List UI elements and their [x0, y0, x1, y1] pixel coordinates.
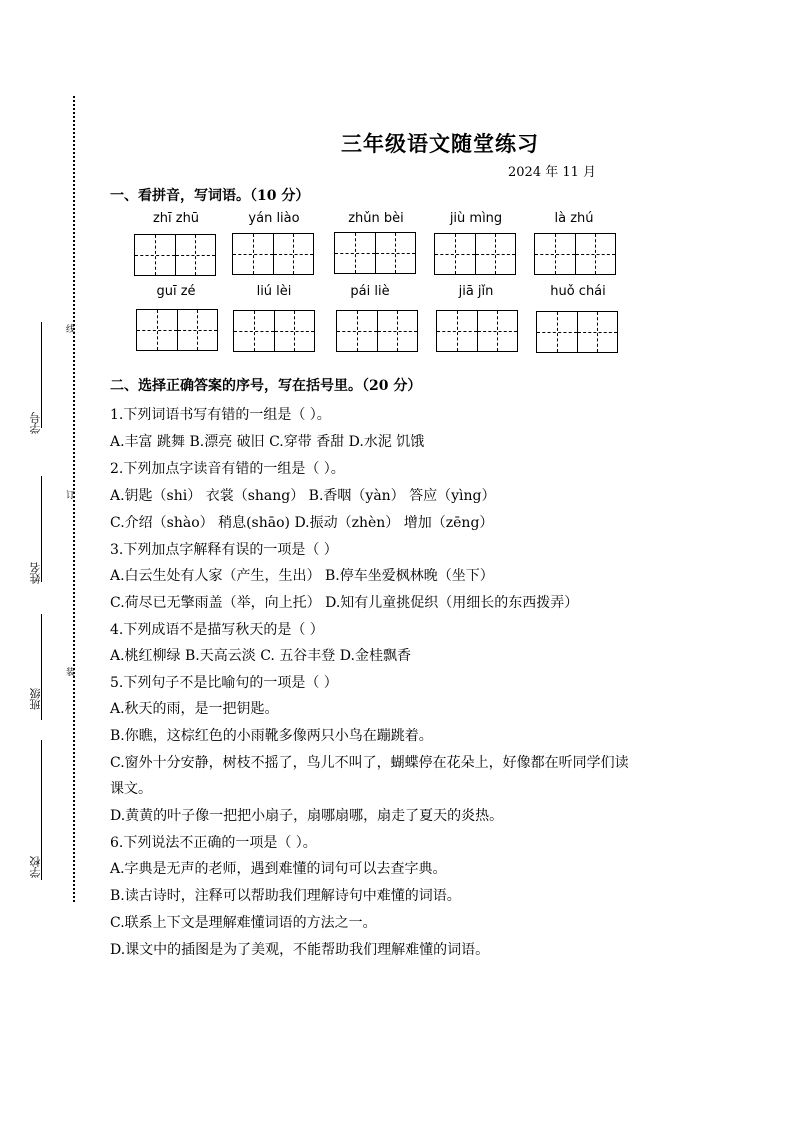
- margin-mark-line: 线: [66, 325, 76, 335]
- writing-grid[interactable]: [334, 232, 416, 274]
- pinyin-6: guī zé: [156, 284, 196, 299]
- writing-grid[interactable]: [436, 310, 518, 352]
- question-6-option-b: B.读古诗时，注释可以帮助我们理解诗句中难懂的词语。: [110, 888, 461, 904]
- pinyin-2: yán liào: [248, 211, 300, 226]
- question-2-options-cd: C.介绍（shào） 稍息(shāo) D.振动（zhèn） 增加（zēng）: [110, 515, 494, 531]
- pinyin-1: zhī zhū: [152, 211, 200, 226]
- section-2-heading: 二、选择正确答案的序号，写在括号里。（20 分）: [110, 378, 422, 394]
- writing-grid[interactable]: [136, 309, 218, 351]
- pinyin-4: jiù mìng: [449, 211, 503, 226]
- question-5-option-d: D.黄黄的叶子像一把把小扇子，扇哪扇哪，扇走了夏天的炎热。: [110, 808, 504, 824]
- pinyin-9: jiā jǐn: [458, 284, 494, 299]
- question-5-option-a: A.秋天的雨，是一把钥匙。: [110, 701, 279, 717]
- question-4: 4.下列成语不是描写秋天的是（ ）: [110, 622, 324, 638]
- writing-grid[interactable]: [134, 234, 216, 276]
- name-label: 姓名: [29, 562, 42, 584]
- question-6: 6.下列说法不正确的一项是（ ）。: [110, 835, 317, 851]
- page-title: 三年级语文随堂练习: [341, 131, 539, 156]
- question-1: 1.下列词语书写有错的一组是（ ）。: [110, 407, 331, 423]
- student-id-label: 学号: [29, 412, 42, 434]
- writing-grid[interactable]: [336, 310, 418, 352]
- question-1-options: A.丰富 跳舞 B.漂亮 破旧 C.穿带 香甜 D.水泥 饥饿: [110, 434, 425, 450]
- pinyin-7: liú lèi: [256, 284, 292, 299]
- writing-grid[interactable]: [232, 233, 314, 275]
- question-3-options-ab: A.白云生处有人家（产生，生出） B.停车坐爱枫林晚（坐下）: [110, 568, 494, 584]
- class-label: 班级: [29, 688, 42, 710]
- question-6-option-c: C.联系上下文是理解难懂词语的方法之一。: [110, 915, 377, 931]
- pinyin-10: huǒ chái: [550, 284, 606, 299]
- question-5-option-c: C.窗外十分安静，树枝不摇了，鸟儿不叫了，蝴蝶停在花朵上，好像都在听同学们读: [110, 755, 629, 771]
- writing-grid[interactable]: [434, 233, 516, 275]
- pinyin-3: zhǔn bèi: [348, 211, 404, 226]
- question-2-options-ab: A.钥匙（shi） 衣裳（shang） B.香咽（yàn） 答应（yìng）: [110, 488, 496, 504]
- pinyin-5: là zhú: [554, 211, 594, 226]
- question-5-option-b: B.你瞧，这棕红色的小雨靴多像两只小鸟在蹦跳着。: [110, 728, 433, 744]
- margin-mark-install: 装: [66, 668, 76, 678]
- question-5: 5.下列句子不是比喻句的一项是（ ）: [110, 675, 338, 691]
- question-3-options-cd: C.荷尽已无擎雨盖（举，向上托） D.知有儿童挑促织（用细长的东西拨弄）: [110, 595, 579, 611]
- exam-date: 2024 年 11 月: [508, 165, 597, 180]
- writing-grid[interactable]: [536, 311, 618, 353]
- question-5-option-c-cont: 课文。: [110, 781, 152, 797]
- question-2: 2.下列加点字读音有错的一组是（ ）。: [110, 461, 345, 477]
- writing-grid[interactable]: [233, 310, 315, 352]
- school-label: 学校: [29, 856, 42, 878]
- question-4-options: A.桃红柳绿 B.天高云淡 C. 五谷丰登 D.金桂飘香: [110, 648, 411, 664]
- pinyin-8: pái liè: [350, 284, 390, 299]
- margin-mark-bind: 订: [66, 491, 76, 501]
- question-3: 3.下列加点字解释有误的一项是（ ）: [110, 542, 338, 558]
- question-6-option-d: D.课文中的插图是为了美观，不能帮助我们理解难懂的词语。: [110, 942, 490, 958]
- writing-grid[interactable]: [534, 233, 616, 275]
- question-6-option-a: A.字典是无声的老师，遇到难懂的词句可以去查字典。: [110, 861, 447, 877]
- section-1-heading: 一、看拼音，写词语。（10 分）: [110, 188, 310, 204]
